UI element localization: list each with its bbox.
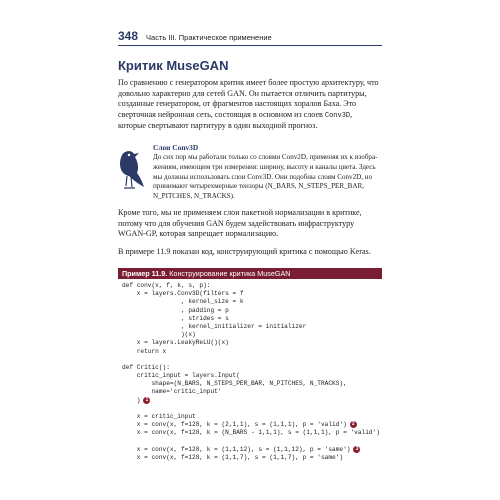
code-line-text: x = layers.LeakyReLU()(x) xyxy=(122,339,229,347)
intro-text-start: По сравнению с генератором критик имеет более простую архитектуру, что довольно характерно для сетей GAN. Он пытается отличить партитуры, созданные генератором, от фрагментов настоящих хоралов Баха. Это сверточная нейронная сеть, состоящая в основном из слоев xyxy=(118,78,379,119)
code-line xyxy=(122,388,382,396)
code-line-text: def conv(x, f, k, s, p): xyxy=(122,282,211,289)
code-line xyxy=(122,397,382,405)
page-header xyxy=(118,29,382,46)
code-line-text: critic_input = layers.Input( xyxy=(122,372,240,380)
code-line xyxy=(122,380,382,388)
code-callout-marker: 1 xyxy=(143,397,150,404)
code-line xyxy=(122,372,382,380)
code-line-text: def Critic(): xyxy=(122,363,170,371)
code-line-text: , strides = s xyxy=(122,314,229,322)
code-line xyxy=(122,282,382,290)
code-callout-marker: 2 xyxy=(350,421,357,428)
code-line-text: name='critic_input' xyxy=(122,388,222,396)
code-line xyxy=(122,413,382,421)
listing-caption: Конструирование критика MuseGAN xyxy=(167,269,291,278)
code-line-text: return x xyxy=(122,347,167,355)
code-line xyxy=(122,348,382,356)
code-line xyxy=(122,315,382,323)
code-line-text: x = critic_input xyxy=(122,413,196,420)
code-line xyxy=(122,364,382,372)
code-line xyxy=(122,323,382,331)
raven-icon xyxy=(116,146,146,192)
batchnorm-paragraph: Кроме того, мы не применяем слои пакетной нормализации в критике, потому что для обучения GAN будем задействовать инфраструктуру WGAN-GP, которая запрещает нормализацию. xyxy=(118,208,362,239)
code-line-text: x = conv(x, f=128, k = (2,1,1), s = (1,1,1), p = 'valid') xyxy=(122,421,347,429)
code-line xyxy=(122,356,382,364)
intro-paragraph xyxy=(118,78,382,132)
code-listing xyxy=(118,282,382,462)
code-line xyxy=(122,298,382,306)
code-line-text: , kernel_size = k xyxy=(122,298,244,306)
note-text: До сих пор мы работали только со слоями Conv2D, применяя их к изображениям, имеющим три измерения: ширину, высоту и каналы цвета. Здесь мы должны использовать слои Conv3D. Они подобны слоям Conv2D, но принимают четырехмерные тензоры (N_BARS, N_STEPS_PER_BAR, N_PITCHES, N_TRACKS). xyxy=(153,153,378,201)
code-line xyxy=(122,438,382,446)
code-line xyxy=(122,405,382,413)
note-title: Слои Conv3D xyxy=(153,143,199,152)
part-title: Часть III. Практическое применение xyxy=(146,33,272,42)
example-intro-paragraph: В примере 11.9 показан код, конструирующий критика с помощью Keras. xyxy=(118,247,371,256)
code-line-text: shape=(N_BARS, N_STEPS_PER_BAR, N_PITCHES, N_TRACKS), xyxy=(122,380,347,388)
code-line xyxy=(122,421,382,429)
code-line xyxy=(122,331,382,339)
code-line-text: x = conv(x, f=128, k = (N_BARS - 1,1,1), s = (1,1,1), p = 'valid') xyxy=(122,429,380,437)
code-line xyxy=(122,290,382,298)
code-line xyxy=(122,429,382,437)
code-line-text: )(x) xyxy=(122,331,196,339)
code-line xyxy=(122,339,382,347)
code-line xyxy=(122,454,382,462)
inline-code-conv3d: Conv3D xyxy=(324,111,351,120)
code-line-text: x = conv(x, f=128, k = (1,1,7), s = (1,1,7), p = 'same') xyxy=(122,453,344,461)
listing-caption-bar xyxy=(118,268,382,279)
code-line xyxy=(122,307,382,315)
code-line-text: ) xyxy=(122,396,141,404)
intro-text-end: , которые свертывают партитуру в один выходной прогноз. xyxy=(118,109,353,131)
section-title: Критик MuseGAN xyxy=(118,58,229,73)
code-line xyxy=(122,446,382,454)
code-line-text: , padding = p xyxy=(122,306,229,314)
page-number: 348 xyxy=(118,29,139,43)
listing-label: Пример 11.9. xyxy=(122,269,168,278)
code-line-text: x = conv(x, f=128, k = (1,1,12), s = (1,1,12), p = 'same') xyxy=(122,445,351,453)
code-line-text: x = layers.Conv3D(filters = f xyxy=(122,290,244,298)
code-callout-marker: 3 xyxy=(353,446,360,453)
code-line-text: , kernel_initializer = initializer xyxy=(122,322,307,330)
